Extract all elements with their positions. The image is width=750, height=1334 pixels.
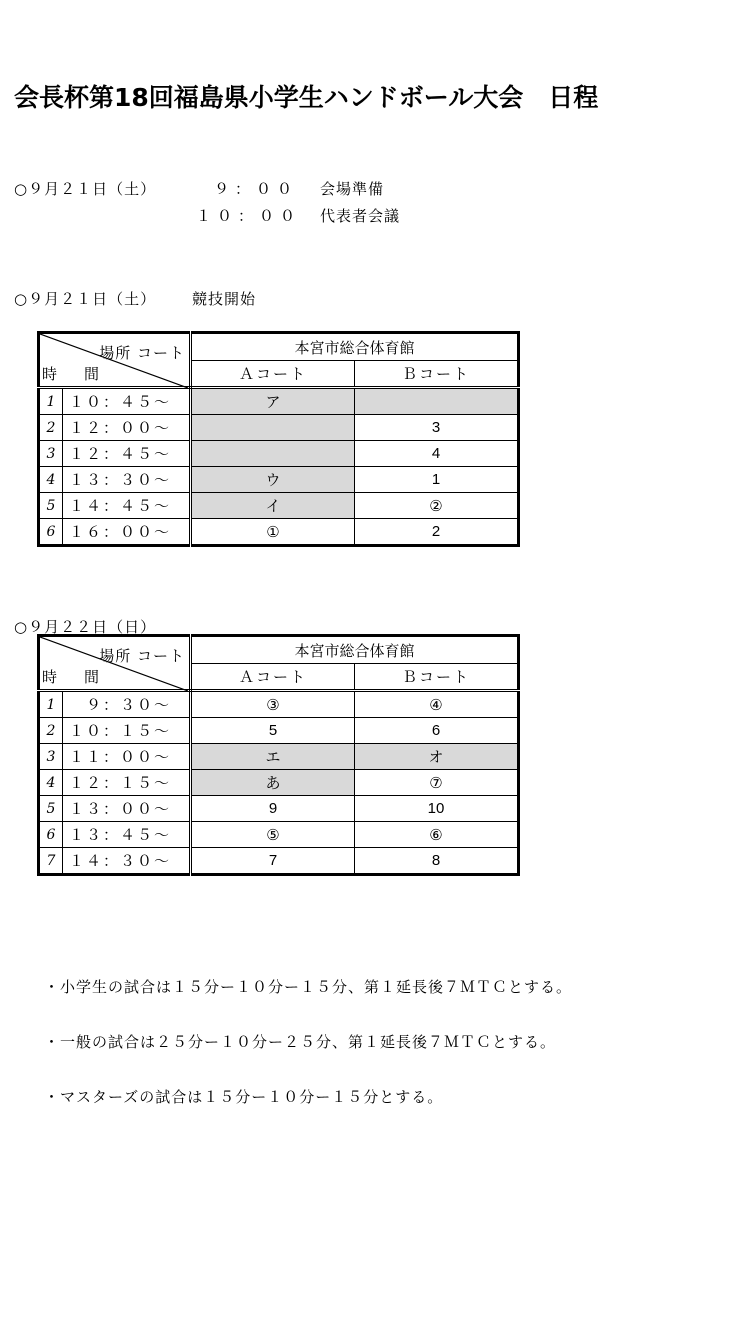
day1-pre-time-1: ９：００ [214,180,299,198]
note-masters: ・マスターズの試合は１５分ー１０分ー１５分とする。 [44,1088,444,1106]
table-row [39,441,519,467]
day1-pre-event-2: 代表者会議 [320,207,401,225]
row-number: 2 [39,718,63,744]
row-time: １３：３０～ [63,467,191,493]
header-venue: 本宮市総合体育館 [191,333,519,361]
row-number: 2 [39,415,63,441]
table-row [39,519,519,546]
row-number: 4 [39,770,63,796]
row-number: 6 [39,519,63,546]
day1-pre-event-1: 会場準備 [320,180,385,198]
table-row [39,744,519,770]
day2-heading-date: ○９月２２日（日） [14,618,157,636]
court-b-match [355,388,519,415]
court-b-match: 6 [355,718,519,744]
header-court-a: Ａコート [191,361,355,388]
header-venue: 本宮市総合体育館 [191,636,519,664]
row-number: 3 [39,441,63,467]
court-a-match: イ [191,493,355,519]
header-time: 時 間 [42,365,106,383]
row-time: １１：００～ [63,744,191,770]
table-row [39,691,519,718]
note-elementary: ・小学生の試合は１５分ー１０分ー１５分、第１延長後７ＭＴＣとする。 [44,978,573,996]
court-a-match: 7 [191,848,355,875]
court-a-match: あ [191,770,355,796]
day1-heading-label: 競技開始 [192,290,257,308]
court-b-match: ④ [355,691,519,718]
header-court-b: Ｂコート [355,361,519,388]
row-time: １３：００～ [63,796,191,822]
header-place-court: 場所 コート [99,344,185,362]
row-number: 7 [39,848,63,875]
row-time: １０：４５～ [63,388,191,415]
court-a-match: ウ [191,467,355,493]
header-court-b: Ｂコート [355,664,519,691]
table-row [39,388,519,415]
row-time: １３：４５～ [63,822,191,848]
court-a-match: ⑤ [191,822,355,848]
row-number: 4 [39,467,63,493]
court-b-match: 1 [355,467,519,493]
court-a-match: ① [191,519,355,546]
court-b-match: 3 [355,415,519,441]
court-b-match: オ [355,744,519,770]
court-a-match [191,415,355,441]
row-time: １２：１５～ [63,770,191,796]
table-row [39,822,519,848]
row-time: １４：４５～ [63,493,191,519]
court-a-match: 9 [191,796,355,822]
row-time: ９：３０～ [63,691,191,718]
court-a-match: ③ [191,691,355,718]
table-row [39,770,519,796]
court-b-match: ⑦ [355,770,519,796]
row-time: １４：３０～ [63,848,191,875]
day1-pre-date: ○９月２１日（土） [14,180,157,198]
header-court-a: Ａコート [191,664,355,691]
day1-heading-date: ○９月２１日（土） [14,290,157,308]
note-general: ・一般の試合は２５分ー１０分ー２５分、第１延長後７ＭＴＣとする。 [44,1033,557,1051]
row-time: １２：４５～ [63,441,191,467]
row-number: 5 [39,796,63,822]
court-b-match: 8 [355,848,519,875]
row-time: １２：００～ [63,415,191,441]
court-a-match [191,441,355,467]
header-corner [39,333,191,388]
day1-pre-time-2: １０：００ [196,207,302,225]
row-number: 1 [39,388,63,415]
row-number: 3 [39,744,63,770]
court-a-match: 5 [191,718,355,744]
table-row [39,796,519,822]
table-row [39,718,519,744]
table-row [39,848,519,875]
table-row [39,493,519,519]
row-time: １６：００～ [63,519,191,546]
header-time: 時 間 [42,668,106,686]
document-title: 会長杯第18回福島県小学生ハンドボール大会 日程 [14,83,599,112]
court-b-match: 4 [355,441,519,467]
row-number: 1 [39,691,63,718]
court-a-match: ア [191,388,355,415]
court-a-match: エ [191,744,355,770]
header-place-court: 場所 コート [99,647,185,665]
court-b-match: ⑥ [355,822,519,848]
table-row [39,415,519,441]
row-time: １０：１５～ [63,718,191,744]
table-row [39,467,519,493]
schedule-table-day2 [37,634,520,876]
row-number: 5 [39,493,63,519]
header-corner [39,636,191,691]
court-b-match: 2 [355,519,519,546]
row-number: 6 [39,822,63,848]
court-b-match: ② [355,493,519,519]
schedule-table-day1 [37,331,520,547]
court-b-match: 10 [355,796,519,822]
